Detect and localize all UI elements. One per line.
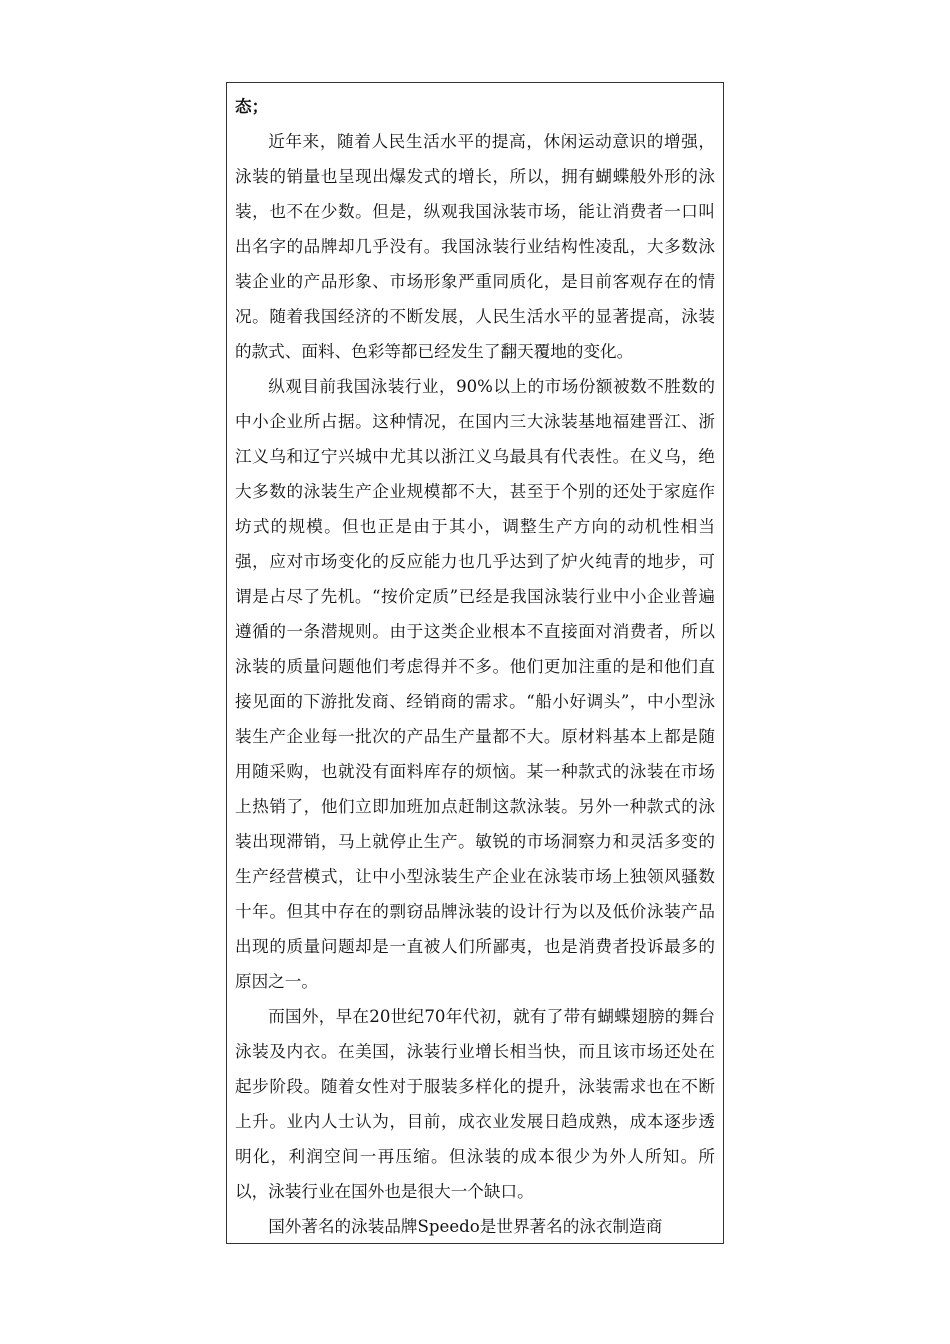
paragraph: 国外著名的泳装品牌Speedo是世界著名的泳衣制造商 — [268, 1217, 663, 1236]
paragraph: 纵观目前我国泳装行业，90%以上的市场份额被数不胜数的中小企业所占据。这种情况，在国内三大泳装基地福建晋江、浙江义乌和辽宁兴城中尤其以浙江义乌最具有代表性。在义乌，绝大多数的泳装生产企业规模都不大，甚至于个别的还处于家庭作坊式的规模。但也正是由于其小，调整生产方向的动机性相当强，应对市场变化的反应能力也几乎达到了炉火纯青的地步，可谓是占尽了先机。“按价定质”已经是我国泳装行业中小企业普遍遵循的一条潜规则。由于这类企业根本不直接面对消费者，所以泳装的质量问题他们考虑得并不多。他们更加注重的是和他们直接见面的下游批发商、经销商的需求。“船小好调头”，中小型泳装生产企业每一批次的产品生产量都不大。原材料基本上都是随用随采购，也就没有面料库存的烦恼。某一种款式的泳装在市场上热销了，他们立即加班加点赶制这款泳装。另外一种款式的泳装出现滞销，马上就停止生产。敏锐的市场洞察力和灵活多变的生产经营模式，让中小型泳装生产企业在泳装市场上独领风骚数十年。但其中存在的剽窃品牌泳装的设计行为以及低价泳装产品出现的质量问题却是一直被人们所鄙夷，也是消费者投诉最多的原因之一。 — [235, 377, 715, 991]
paragraph: 而国外，早在20世纪70年代初，就有了带有蝴蝶翅膀的舞台泳装及内衣。在美国，泳装行业增长相当快，而且该市场还处在起步阶段。随着女性对于服装多样化的提升，泳装需求也在不断上升。业内人士认为，目前，成衣业发展日趋成熟，成本逐步透明化，利润空间一再压缩。但泳装的成本很少为外人所知。所以，泳装行业在国外也是很大一个缺口。 — [235, 1007, 715, 1201]
paragraph: 近年来，随着人民生活水平的提高，休闲运动意识的增强，泳装的销量也呈现出爆发式的增长，所以，拥有蝴蝶般外形的泳装，也不在少数。但是，纵观我国泳装市场，能让消费者一口叫出名字的品牌却几乎没有。我国泳装行业结构性凌乱，大多数泳装企业的产品形象、市场形象严重同质化，是目前客观存在的情况。随着我国经济的不断发展，人民生活水平的显著提高，泳装的款式、面料、色彩等都已经发生了翻天覆地的变化。 — [235, 132, 715, 361]
paragraph-fragment: 态； — [235, 96, 269, 116]
document-frame — [226, 82, 724, 1244]
document-body — [227, 83, 723, 1244]
